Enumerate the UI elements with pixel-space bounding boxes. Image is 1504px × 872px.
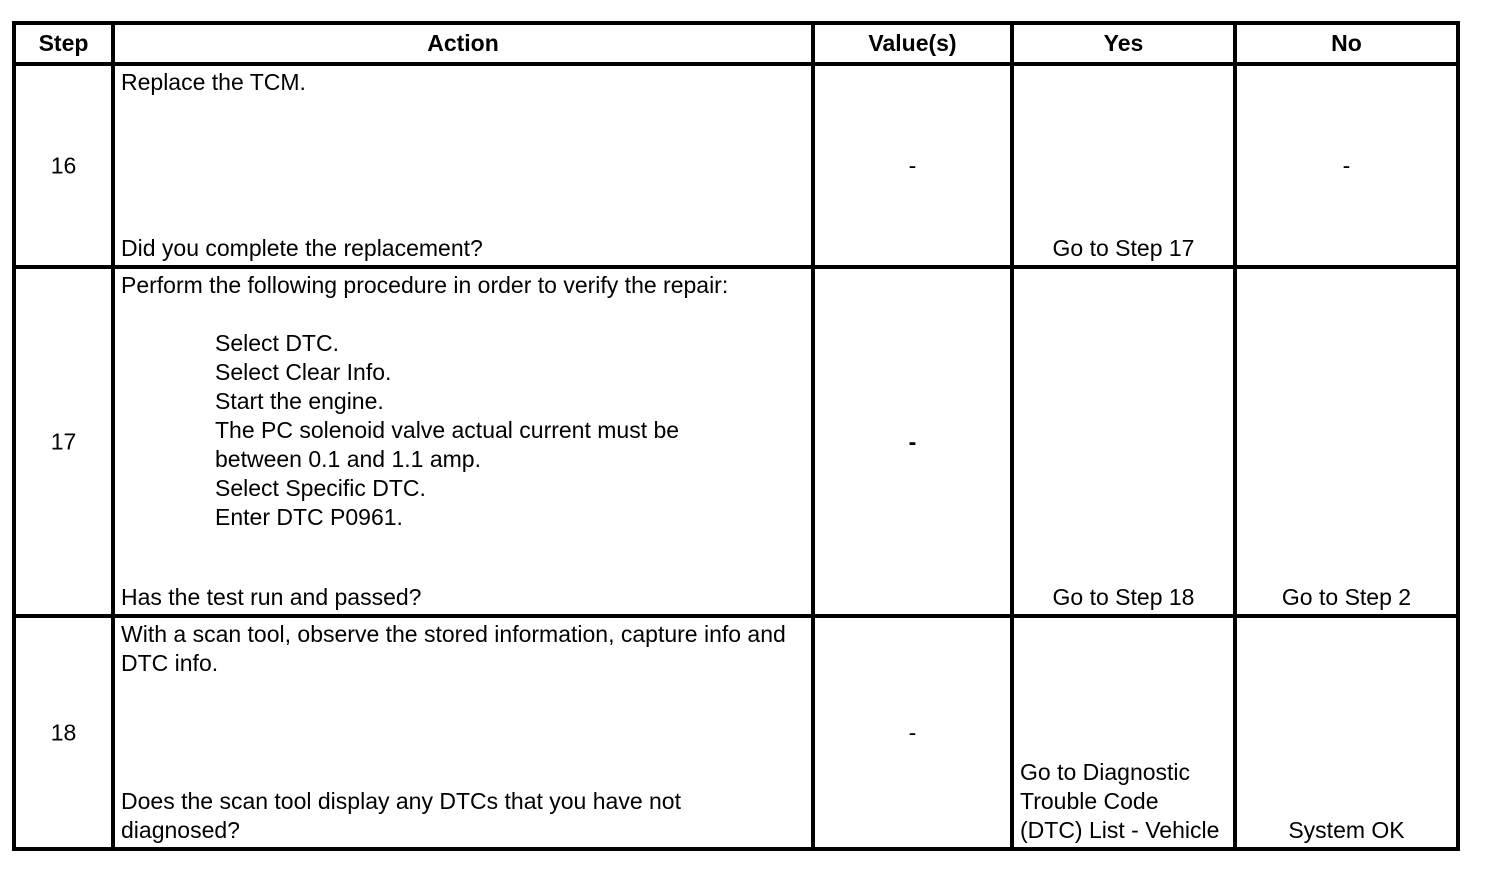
substep-list bbox=[215, 329, 735, 532]
substep-item: The PC solenoid valve actual current must be between 0.1 and 1.1 amp. bbox=[215, 417, 680, 472]
header-row bbox=[14, 23, 1458, 64]
table-row bbox=[14, 267, 1458, 616]
substep-item: Enter DTC P0961. bbox=[215, 504, 403, 530]
action-instruction: Replace the TCM. bbox=[121, 69, 306, 95]
header-no: No bbox=[1235, 23, 1458, 64]
action-cell bbox=[113, 267, 813, 616]
action-question: Has the test run and passed? bbox=[121, 584, 422, 610]
value-text: - bbox=[908, 428, 917, 454]
step-cell bbox=[14, 616, 113, 849]
step-cell bbox=[14, 64, 113, 267]
substep-item: Start the engine. bbox=[215, 388, 384, 414]
value-text: - bbox=[908, 719, 917, 745]
no-cell bbox=[1235, 616, 1458, 849]
yes-cell bbox=[1012, 616, 1235, 849]
action-instruction: Perform the following procedure in order to verify the repair: bbox=[121, 272, 729, 298]
yes-cell bbox=[1012, 267, 1235, 616]
header-values: Value(s) bbox=[813, 23, 1012, 64]
yes-link[interactable]: Go to Step 18 bbox=[1052, 584, 1195, 610]
action-question: Did you complete the replacement? bbox=[121, 235, 483, 261]
table-row bbox=[14, 64, 1458, 267]
no-text: - bbox=[1342, 152, 1351, 178]
action-question: Does the scan tool display any DTCs that you have not diagnosed? bbox=[121, 788, 681, 843]
action-cell bbox=[113, 64, 813, 267]
substep-item: Select Specific DTC. bbox=[215, 475, 426, 501]
substep-item: Select DTC. bbox=[215, 330, 339, 356]
value-cell bbox=[813, 616, 1012, 849]
table-row bbox=[14, 616, 1458, 849]
no-cell bbox=[1235, 64, 1458, 267]
step-number: 16 bbox=[50, 152, 77, 178]
yes-link[interactable]: Go to Diagnostic Trouble Code (DTC) List - Vehicle bbox=[1020, 759, 1220, 843]
no-text: System OK bbox=[1288, 817, 1405, 843]
action-instruction: With a scan tool, observe the stored information, capture info and DTC info. bbox=[121, 621, 786, 676]
step-number: 18 bbox=[50, 719, 77, 745]
value-text: - bbox=[908, 152, 917, 178]
no-cell bbox=[1235, 267, 1458, 616]
header-step: Step bbox=[14, 23, 113, 64]
step-number: 17 bbox=[50, 428, 77, 454]
header-yes: Yes bbox=[1012, 23, 1235, 64]
diagnostic-table bbox=[12, 21, 1460, 851]
step-cell bbox=[14, 267, 113, 616]
header-action: Action bbox=[113, 23, 813, 64]
yes-link[interactable]: Go to Step 17 bbox=[1052, 235, 1195, 261]
value-cell bbox=[813, 64, 1012, 267]
no-link[interactable]: Go to Step 2 bbox=[1281, 584, 1412, 610]
yes-cell bbox=[1012, 64, 1235, 267]
action-cell bbox=[113, 616, 813, 849]
value-cell bbox=[813, 267, 1012, 616]
substep-item: Select Clear Info. bbox=[215, 359, 392, 385]
